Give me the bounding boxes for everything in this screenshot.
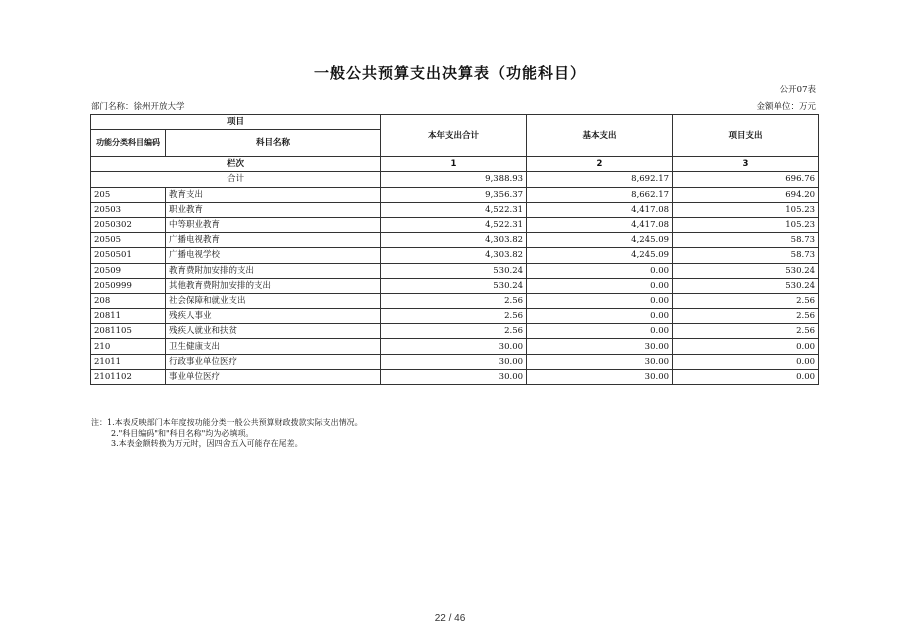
subject-code: 20811 xyxy=(91,309,166,324)
amount-basic: 30.00 xyxy=(527,354,673,369)
subject-name: 事业单位医疗 xyxy=(166,369,381,384)
amount-project: 105.23 xyxy=(673,202,819,217)
footnotes xyxy=(91,418,363,450)
table-row xyxy=(91,354,819,369)
amount-project: 2.56 xyxy=(673,324,819,339)
amount-total: 4,303.82 xyxy=(381,248,527,263)
amount-project: 0.00 xyxy=(673,354,819,369)
subject-name: 社会保障和就业支出 xyxy=(166,293,381,308)
amount-basic: 0.00 xyxy=(527,309,673,324)
expenditure-table xyxy=(90,114,819,385)
subject-code: 2101102 xyxy=(91,369,166,384)
table-row xyxy=(91,217,819,232)
header-row-1 xyxy=(91,115,819,130)
table-row xyxy=(91,202,819,217)
subject-code: 210 xyxy=(91,339,166,354)
column-index-row xyxy=(91,157,819,172)
total-sum: 9,388.93 xyxy=(381,172,527,187)
subject-code: 2050302 xyxy=(91,217,166,232)
table-row xyxy=(91,293,819,308)
amount-total: 30.00 xyxy=(381,339,527,354)
subject-code: 21011 xyxy=(91,354,166,369)
header-project: 项目支出 xyxy=(673,115,819,157)
amount-project: 58.73 xyxy=(673,248,819,263)
total-project: 696.76 xyxy=(673,172,819,187)
column-index-1: 1 xyxy=(381,157,527,172)
amount-total: 4,522.31 xyxy=(381,202,527,217)
subject-name: 行政事业单位医疗 xyxy=(166,354,381,369)
amount-project: 58.73 xyxy=(673,233,819,248)
department-name: 部门名称：徐州开放大学 xyxy=(91,102,185,112)
header-total: 本年支出合计 xyxy=(381,115,527,157)
amount-total: 530.24 xyxy=(381,263,527,278)
table-row xyxy=(91,324,819,339)
subject-code: 2050999 xyxy=(91,278,166,293)
header-basic: 基本支出 xyxy=(527,115,673,157)
amount-total: 4,303.82 xyxy=(381,233,527,248)
total-row xyxy=(91,172,819,187)
row-label: 栏次 xyxy=(91,157,381,172)
total-label: 合计 xyxy=(91,172,381,187)
amount-basic: 4,245.09 xyxy=(527,233,673,248)
amount-basic: 0.00 xyxy=(527,293,673,308)
amount-project: 530.24 xyxy=(673,278,819,293)
header-item: 项目 xyxy=(91,115,381,130)
subject-name: 残疾人事业 xyxy=(166,309,381,324)
subject-name: 其他教育费附加安排的支出 xyxy=(166,278,381,293)
header-name: 科目名称 xyxy=(166,130,381,157)
amount-unit: 金额单位：万元 xyxy=(756,102,816,112)
amount-project: 2.56 xyxy=(673,309,819,324)
table-row xyxy=(91,369,819,384)
table-row xyxy=(91,233,819,248)
column-index-3: 3 xyxy=(673,157,819,172)
amount-basic: 30.00 xyxy=(527,339,673,354)
subject-name: 中等职业教育 xyxy=(166,217,381,232)
amount-total: 30.00 xyxy=(381,369,527,384)
table-row xyxy=(91,309,819,324)
table-row xyxy=(91,339,819,354)
subject-name: 广播电视学校 xyxy=(166,248,381,263)
footnote-2: 2."科目编码"和"科目名称"均为必填项。 xyxy=(111,428,254,438)
subject-name: 残疾人就业和扶贫 xyxy=(166,324,381,339)
amount-total: 2.56 xyxy=(381,324,527,339)
subject-name: 职业教育 xyxy=(166,202,381,217)
subject-code: 2050501 xyxy=(91,248,166,263)
amount-basic: 30.00 xyxy=(527,369,673,384)
amount-project: 105.23 xyxy=(673,217,819,232)
amount-basic: 4,245.09 xyxy=(527,248,673,263)
amount-project: 0.00 xyxy=(673,369,819,384)
amount-total: 530.24 xyxy=(381,278,527,293)
amount-project: 694.20 xyxy=(673,187,819,202)
column-index-2: 2 xyxy=(527,157,673,172)
table-row xyxy=(91,278,819,293)
header-code: 功能分类科目编码 xyxy=(91,130,166,157)
amount-basic: 0.00 xyxy=(527,324,673,339)
subject-code: 208 xyxy=(91,293,166,308)
amount-basic: 0.00 xyxy=(527,278,673,293)
amount-basic: 8,662.17 xyxy=(527,187,673,202)
subject-name: 教育支出 xyxy=(166,187,381,202)
subject-code: 20505 xyxy=(91,233,166,248)
amount-basic: 0.00 xyxy=(527,263,673,278)
amount-total: 9,356.37 xyxy=(381,187,527,202)
table-row xyxy=(91,248,819,263)
table-row xyxy=(91,263,819,278)
footnote-1: 注：1.本表反映部门本年度按功能分类一般公共预算财政拨款实际支出情况。 xyxy=(91,418,363,427)
subject-name: 教育费附加安排的支出 xyxy=(166,263,381,278)
subject-code: 2081105 xyxy=(91,324,166,339)
form-number: 公开07表 xyxy=(779,85,816,95)
subject-name: 卫生健康支出 xyxy=(166,339,381,354)
amount-total: 4,522.31 xyxy=(381,217,527,232)
amount-project: 2.56 xyxy=(673,293,819,308)
report-title: 一般公共预算支出决算表（功能科目） xyxy=(313,64,586,82)
amount-total: 2.56 xyxy=(381,309,527,324)
subject-code: 205 xyxy=(91,187,166,202)
amount-basic: 4,417.08 xyxy=(527,202,673,217)
amount-project: 530.24 xyxy=(673,263,819,278)
subject-code: 20503 xyxy=(91,202,166,217)
subject-name: 广播电视教育 xyxy=(166,233,381,248)
subject-code: 20509 xyxy=(91,263,166,278)
table-row xyxy=(91,187,819,202)
amount-total: 2.56 xyxy=(381,293,527,308)
total-basic: 8,692.17 xyxy=(527,172,673,187)
page-number: 22 / 46 xyxy=(434,613,466,624)
amount-basic: 4,417.08 xyxy=(527,217,673,232)
amount-total: 30.00 xyxy=(381,354,527,369)
footnote-3: 3.本表金额转换为万元时，因四舍五入可能存在尾差。 xyxy=(111,439,303,448)
amount-project: 0.00 xyxy=(673,339,819,354)
